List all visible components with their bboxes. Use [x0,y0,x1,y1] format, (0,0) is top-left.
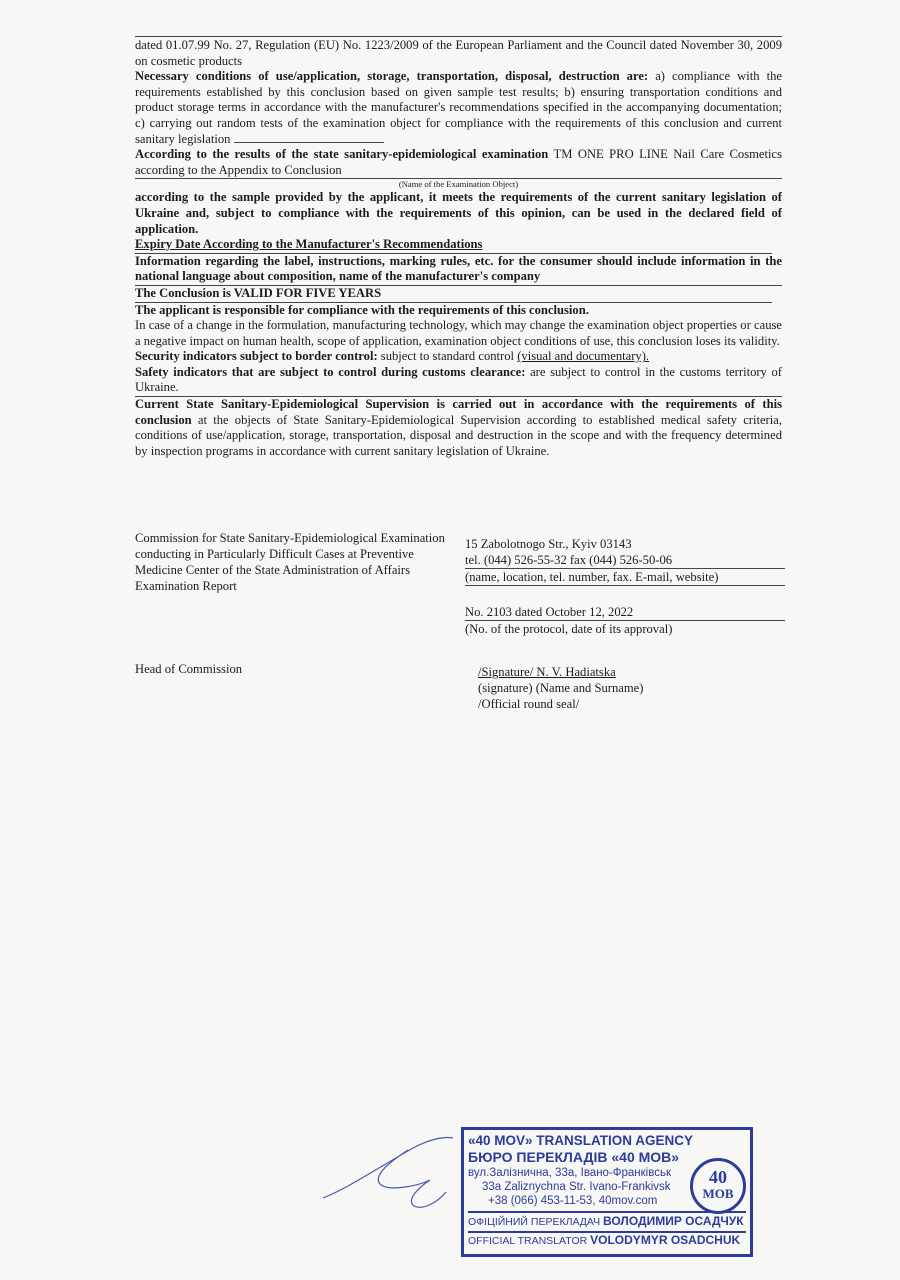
customs-control-text: are subject to control in the customs territory of Ukraine. [135,364,782,395]
signature-line: /Signature/ N. V. Hadiatska [478,665,616,679]
examination-object-caption: (Name of the Examination Object) [398,179,519,190]
stamp-translator-ua [468,1211,746,1231]
regulation-reference: dated 01.07.99 No. 27, Regulation (EU) No. 1223/2009 of the European Parliament and the Council dated November 30, 2009 on cosmetic products [135,38,782,68]
signature-block [478,664,643,712]
stamp-translator-title-en: OFFICIAL TRANSLATOR [468,1235,588,1247]
supervision-label: Current State Sanitary-Epidemiological Supervision is carried out in accordance with the requirements of this conclusion [135,397,782,427]
border-control-label: Security indicators subject to border control: [135,349,378,364]
conclusion-body [135,36,782,459]
validity-text: The Conclusion is VALID FOR FIVE YEARS [135,285,382,300]
stamp-agency-name-en: «40 MOV» TRANSLATION AGENCY [468,1133,694,1148]
agency-logo-icon [690,1158,746,1214]
protocol-caption: (No. of the protocol, date of its approval) [465,622,673,636]
border-control-paragraph [135,349,782,365]
signature-caption: (signature) (Name and Surname) [478,681,644,695]
examination-result-label: According to the results of the state sanitary-epidemiological examination [135,147,549,162]
label-information: Information regarding the label, instructions, marking rules, etc. for the consumer should include information in the national language about composition, name of the manufacturer's company [135,254,782,286]
stamp-contacts: +38 (066) 453-11-53, 40mov.com [488,1195,658,1207]
conditions-fill-line [234,142,384,143]
applicant-responsibility: The applicant is responsible for compliance with the requirements of this conclusion. [135,302,589,317]
stamp-translator-name-en: VOLODYMYR OSADCHUK [590,1233,741,1247]
stamp-address-en: 33a Zaliznychna Str. Ivano-Frankivsk [482,1181,671,1193]
stamp-translator-title-ua: ОФІЦІЙНИЙ ПЕРЕКЛАДАЧ [468,1216,601,1228]
stamp-translator-en [468,1231,746,1249]
compliance-statement: according to the sample provided by the applicant, it meets the requirements of the current sanitary legislation of Ukraine and, subject to compliance with the requirements of this opinion, can be used in the declared field of application. [135,190,782,236]
supervision-text: at the objects of State Sanitary-Epidemiological Supervision according to established medical safety criteria, conditions of use/application, storage, transportation, disposal and destruction in the scope and with the frequency determined by inspection programs in accordance with current sanitary legislation of Ukraine. [135,412,782,458]
address-caption: (name, location, tel. number, fax. E-mail, website) [465,569,785,586]
stamp-agency-name-ua: БЮРО ПЕРЕКЛАДІВ «40 МОВ» [468,1149,680,1165]
official-seal-note: /Official round seal/ [478,697,580,711]
conditions-paragraph [135,69,782,147]
expiry-date-line [135,237,772,254]
supervision-paragraph [135,397,782,459]
commission-name: Commission for State Sanitary-Epidemiological Examination conducting in Particularly Difficult Cases at Preventive Medicine Center of the State Administration of Affairs [135,531,445,577]
border-control-text: subject to standard control [380,349,515,364]
address-line: 15 Zabolotnogo Str., Kyiv 03143 [465,537,632,551]
conditions-text: a) compliance with the requirements established by this conclusion based on given sample test results; b) ensuring transportation conditions and product storage terms in accordance with the manufacturer's recommendations specified in the accompanying documentation; c) carrying out random tests of the examination object for compliance with the requirements of this conclusion and current sanitary legislation [135,69,782,146]
customs-control-label: Safety indicators that are subject to control during customs clearance: [135,364,526,379]
translator-signature-icon [318,1128,468,1218]
signature-stroke [323,1137,453,1207]
logo-number: 40 [709,1167,727,1187]
expiry-date-text: Expiry Date According to the Manufacturer's Recommendations [135,237,483,252]
validity-line [135,286,772,303]
examination-object-name: TM ONE PRO LINE Nail Care Cosmetics according to the Appendix to Conclusion [135,147,783,177]
translation-agency-stamp [461,1127,753,1257]
phone-fax-line: tel. (044) 526-55-32 fax (044) 526-50-06 [465,552,785,569]
examination-report-label: Examination Report [135,579,237,593]
commission-block [135,530,455,594]
conditions-label: Necessary conditions of use/application, storage, transportation, disposal, destruction are: [135,69,649,84]
customs-control-paragraph [135,365,782,397]
head-of-commission: Head of Commission [135,662,243,676]
commission-details [465,536,785,637]
validity-loss-paragraph: In case of a change in the formulation, manufacturing technology, which may change the examination object properties or cause a negative impact on human health, scope of application, examination object conditions of use, this conclusion loses its validity. [135,318,782,348]
stamp-address-ua: вул.Залізнична, 33а, Івано-Франківськ [468,1167,671,1179]
protocol-number: No. 2103 dated October 12, 2022 [465,604,785,621]
logo-text: МОВ [702,1186,734,1201]
border-control-type: (visual and documentary). [517,349,650,364]
stamp-translator-name-ua: ВОЛОДИМИР ОСАДЧУК [603,1214,744,1228]
examination-result [135,147,782,179]
